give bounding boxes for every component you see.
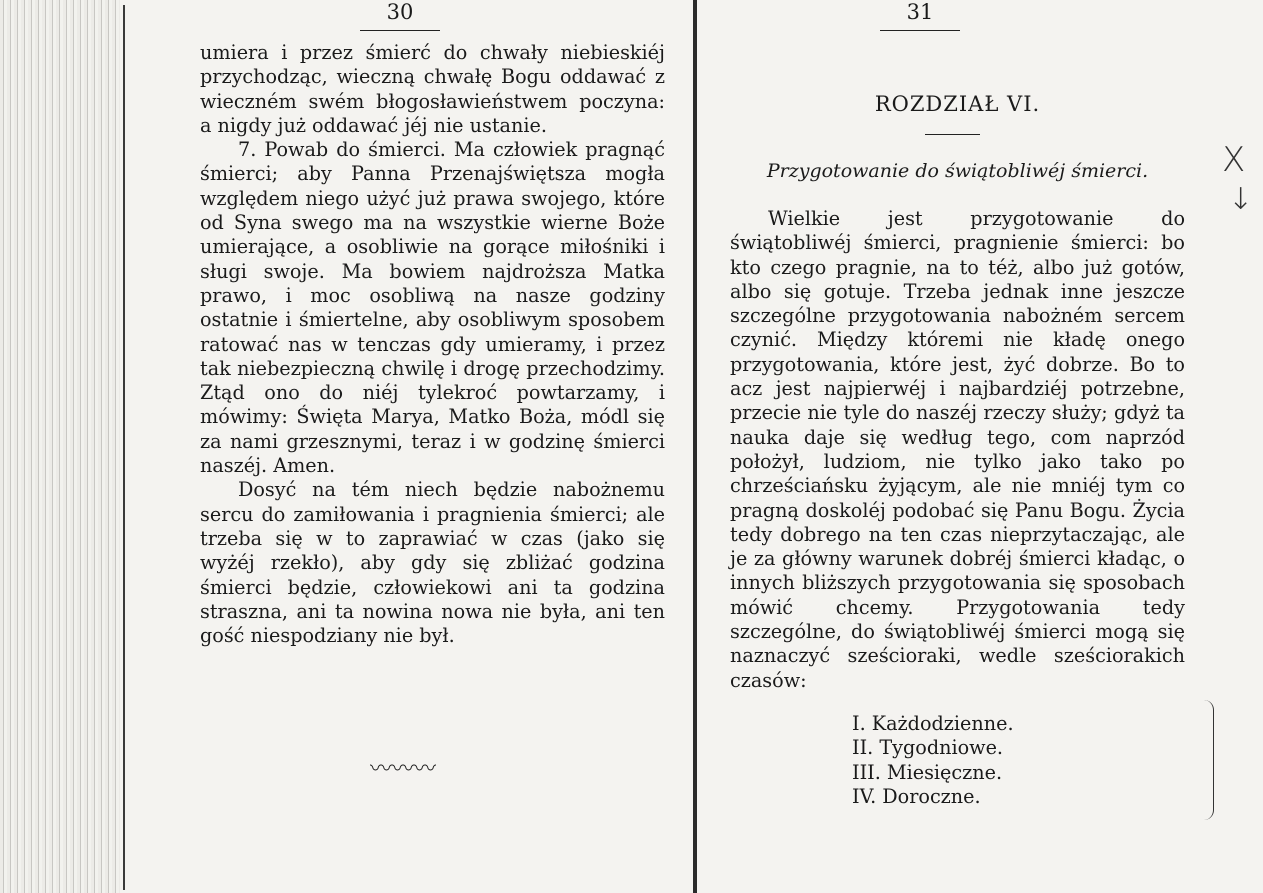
left-page: [120, 0, 695, 893]
preparation-list: [852, 712, 1014, 809]
chapter-rule: [925, 134, 980, 135]
handwritten-arrow-icon: ↓: [1228, 182, 1254, 217]
list-item: IV. Doroczne.: [852, 784, 981, 808]
left-text-column: [200, 41, 665, 648]
right-text-column: [730, 207, 1185, 693]
end-ornament: 〰〰〰: [370, 757, 437, 782]
page-number-rule: [360, 30, 440, 31]
page-number-rule: [880, 30, 960, 31]
paragraph: umiera i przez śmierć do chwały niebieskiéj przychodząc, wieczną chwałę Bogu oddawać z wieczném swém błogosławieństwem poczyna: a nigdy już oddawać jéj nie ustanie.: [200, 41, 665, 137]
list-item: I. Każdodzienne.: [852, 712, 1014, 735]
page-number: 31: [906, 0, 934, 24]
paragraph: Wielkie jest przygotowanie do świątobliwéj śmierci, pragnienie śmierci: bo kto czego pragnie, na to téż, albo już gotów, albo się gotuje. Trzeba jednak inne jeszcze szczególne przygotowania nabożném sercem czynić. Między któremi nie kładę onego przygotowania, które jest, żyć dobrze. Bo to acz jest najpierwéj i najbardziéj potrzebne, przecie nie tyle do naszéj rzeczy służy; gdyż ta nauka daje się według tego, com naprzód położył, ludziom, nie tylko jako tako po chrześciańsku żyjącym, ale nie mniéj tym co pragną doskoléj podobać się Panu Bogu. Życia tedy dobrego na ten czas nieprzytaczając, ale je za główny warunek dobréj śmierci kładąc, o innych bliższych przygotowania się sposobach mówić chcemy. Przygotowania tedy szczególne, do świątobliwéj śmierci mogą się naznaczyć sześcioraki, wedle sześciorakich czasów:: [730, 207, 1185, 692]
page-number: 30: [386, 0, 414, 24]
handwritten-bracket: [1203, 700, 1214, 820]
chapter-subtitle: Przygotowanie do świątobliwéj śmierci.: [766, 160, 1149, 182]
handwritten-cross-mark: X: [1222, 140, 1246, 180]
chapter-title: ROZDZIAŁ VI.: [874, 92, 1041, 116]
list-item: II. Tygodniowe.: [852, 736, 1004, 760]
paragraph: Dosyć na tém niech będzie nabożnemu sercu do zamiłowania i pragnienia śmierci; ale trzeba się w to zaprawiać w czas (jako się wyżéj rzekło), aby gdy się zbliżać godzina śmierci będzie, człowiekowi ani ta godzina straszna, ani ta nowina nowa nie była, ani ten gość niespodziany nie był.: [200, 478, 665, 648]
book-binding-edge: [0, 0, 120, 893]
paragraph: 7. Powab do śmierci. Ma człowiek pragnąć śmierci; aby Panna Przenajświętsza mogła względem niego użyć już prawa swojego, które od Syna swego ma na wszystkie wierne Boże umierające, a osobliwie na gorące miłośniki i sługi swoje. Ma bowiem najdroższa Matka prawo, i moc osobliwą na nasze godziny ostatnie i śmiertelne, aby osobliwym sposobem ratować nas w tenczas gdy umieramy, i przez tak niebezpieczną chwilę i drogę przechodzimy. Ztąd ono do niéj tylekroć powtarzamy, i mówimy: Święta Marya, Matko Boża, módl się za nami grzesznymi, teraz i w godzinę śmierci naszéj. Amen.: [200, 138, 665, 478]
right-page: [700, 0, 1263, 893]
list-item: III. Miesięczne.: [852, 760, 1003, 784]
